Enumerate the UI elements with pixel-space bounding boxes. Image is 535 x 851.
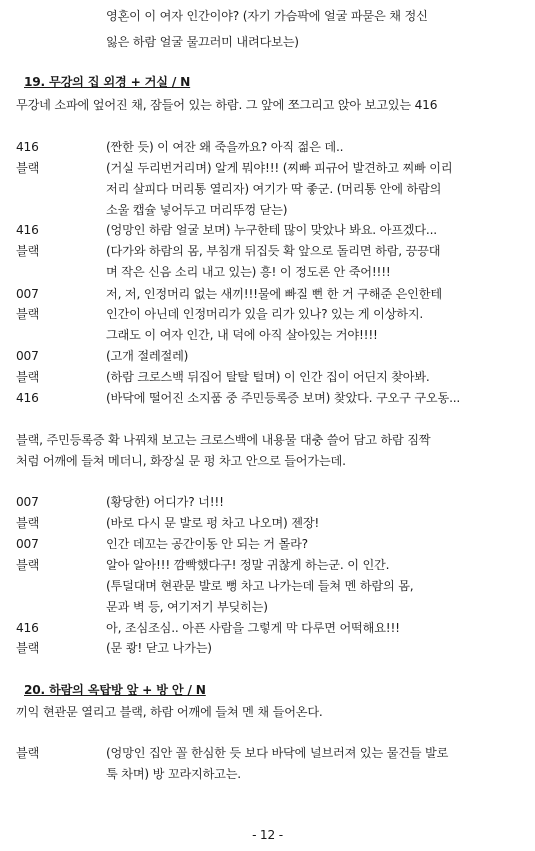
dialogue-row (0, 367, 535, 387)
dialogue-row (0, 346, 535, 366)
dialogue-text: 문과 벽 등, 여기저기 부딪히는) (106, 600, 268, 614)
dialogue-row (0, 241, 535, 261)
dialogue-text: (투덜대며 현관문 발로 뻥 차고 나가는데 들쳐 멘 하람의 몸, (106, 579, 414, 593)
dialogue-text: 그래도 이 여자 인간, 내 덕에 아직 살아있는 거야!!!! (106, 328, 378, 342)
dialogue-row (0, 304, 535, 324)
dialogue-text: 저, 저, 인정머리 없는 새끼!!!물에 빠질 뻔 한 거 구해준 은인한테 (106, 287, 442, 301)
dialogue-row (0, 137, 535, 157)
speaker-name: 416 (16, 391, 39, 405)
dialogue-text: 알아 알아!!! 깜빡했다구! 정말 귀찮게 하는군. 이 인간. (106, 558, 390, 572)
speaker-name: 007 (16, 495, 39, 509)
continued-line: 영혼이 이 여자 인간이야? (자기 가슴팍에 얼굴 파묻은 채 정신 (106, 9, 428, 23)
dialogue-row (0, 284, 535, 304)
dialogue-text: (엉망인 하람 얼굴 보며) 누구한테 많이 맞았나 봐요. 아프겠다... (106, 223, 437, 237)
dialogue-text: (하람 크로스백 뒤집어 탈탈 털며) 이 인간 집이 어딘지 찾아봐. (106, 370, 430, 384)
speaker-name: 416 (16, 140, 39, 154)
speaker-name: 블랙 (16, 307, 40, 321)
action-line: 블랙, 주민등록증 확 나꿔채 보고는 크로스백에 내용물 대충 쓸어 담고 하람 짐짝 (16, 433, 431, 447)
dialogue-text: (바닥에 떨어진 소지품 중 주민등록증 보며) 찾았다. 구오구 구오동... (106, 391, 461, 405)
dialogue-text: 인간 데꼬는 공간이동 안 되는 거 몰라? (106, 537, 308, 551)
scene-description: 끼익 현관문 열리고 블랙, 하람 어깨에 들쳐 멘 채 들어온다. (16, 705, 323, 719)
speaker-name: 416 (16, 223, 39, 237)
dialogue-row (0, 618, 535, 638)
dialogue-text: (고개 절레절레) (106, 349, 189, 363)
speaker-name: 블랙 (16, 161, 40, 175)
page-number: - 12 - (252, 828, 283, 842)
dialogue-text: 툭 차며) 방 꼬라지하고는. (106, 767, 241, 781)
dialogue-row (0, 220, 535, 240)
dialogue-text: 인간이 아닌데 인정머리가 있을 리가 있나? 있는 게 이상하지. (106, 307, 424, 321)
dialogue-text: 저리 살피다 머리통 열리자) 여기가 딱 좋군. (머리통 안에 하람의 (106, 182, 442, 196)
dialogue-row (0, 513, 535, 533)
dialogue-text: (황당한) 어디가? 너!!! (106, 495, 224, 509)
dialogue-text: (짠한 듯) 이 여잔 왜 죽을까요? 아직 젊은 데.. (106, 140, 344, 154)
continued-line: 잃은 하람 얼굴 물끄러미 내려다보는) (106, 35, 299, 49)
dialogue-row (0, 555, 535, 575)
speaker-name: 007 (16, 287, 39, 301)
dialogue-text: 며 작은 신음 소리 내고 있는) 흥! 이 정도론 안 죽어!!!! (106, 265, 391, 279)
speaker-name: 블랙 (16, 558, 40, 572)
speaker-name: 007 (16, 349, 39, 363)
speaker-name: 007 (16, 537, 39, 551)
action-line: 처럼 어깨에 들쳐 메더니, 화장실 문 펑 차고 안으로 들어가는데. (16, 454, 346, 468)
scene-heading: 20. 하람의 옥탑방 앞 + 방 안 / N (24, 683, 206, 697)
speaker-name: 블랙 (16, 641, 40, 655)
dialogue-row (0, 492, 535, 512)
dialogue-text: 아, 조심조심.. 아픈 사람을 그렇게 막 다루면 어떡해요!!! (106, 621, 400, 635)
speaker-name: 블랙 (16, 516, 40, 530)
dialogue-text: (다가와 하람의 몸, 부침개 뒤집듯 확 앞으로 돌리면 하람, 끙끙대 (106, 244, 441, 258)
scene-description: 무강네 소파에 엎어진 채, 잠들어 있는 하람. 그 앞에 쪼그리고 앉아 보고있는 416 (16, 98, 438, 112)
dialogue-text: (거실 두리번거리며) 알게 뭐야!!! (찌빠 피규어 발견하고 찌빠 이리 (106, 161, 453, 175)
speaker-name: 블랙 (16, 370, 40, 384)
dialogue-text: (바로 다시 문 발로 펑 차고 나오며) 젠장! (106, 516, 320, 530)
dialogue-text: (엉망인 집안 꼴 한심한 듯 보다 바닥에 널브러져 있는 물건들 발로 (106, 746, 449, 760)
dialogue-row (0, 158, 535, 178)
speaker-name: 416 (16, 621, 39, 635)
speaker-name: 블랙 (16, 746, 40, 760)
dialogue-row (0, 638, 535, 658)
dialogue-row (0, 388, 535, 408)
dialogue-text: 소울 캡슐 넣어두고 머리뚜껑 닫는) (106, 203, 288, 217)
dialogue-text: (문 쾅! 닫고 나가는) (106, 641, 212, 655)
dialogue-row (0, 534, 535, 554)
dialogue-row (0, 743, 535, 763)
scene-heading: 19. 무강의 집 외경 + 거실 / N (24, 75, 191, 89)
speaker-name: 블랙 (16, 244, 40, 258)
